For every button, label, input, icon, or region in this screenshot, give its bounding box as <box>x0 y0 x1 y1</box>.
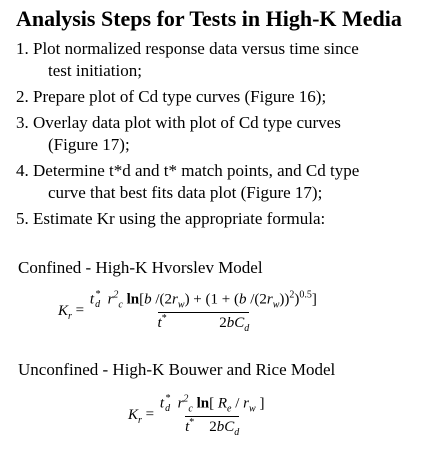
hvorslev-formula: $K_r$ = t * d $r^2_c$ ln[b $/(2r_w) + (1 + (b$ $/(2r_w))^2)^{0.5}$] t* $2bC_d$ <box>58 289 317 334</box>
list-item: 1. Plot normalized response data versus time since test initiation; <box>16 39 359 80</box>
list-item: 4. Determine t*d and t* match points, and Cd type curve that best fits data plot (Figure 17); <box>16 161 360 202</box>
steps-list <box>8 38 438 234</box>
list-item: 3. Overlay data plot with plot of Cd type curves (Figure 17); <box>16 113 341 154</box>
list-item: 5. Estimate Kr using the appropriate formula: <box>16 209 326 228</box>
section-heading-confined: Confined - High-K Hvorslev Model <box>18 258 263 277</box>
page-title: Analysis Steps for Tests in High-K Media <box>16 6 402 31</box>
section-heading-unconfined: Unconfined - High-K Bouwer and Rice Model <box>18 360 336 379</box>
bouwer-rice-formula: $K_r$ = t * d $r^2_c$ ln[ $R_e / r_w$ ] t* $2bC_d$ <box>128 393 265 438</box>
list-item: 2. Prepare plot of Cd type curves (Figure 16); <box>16 87 327 106</box>
